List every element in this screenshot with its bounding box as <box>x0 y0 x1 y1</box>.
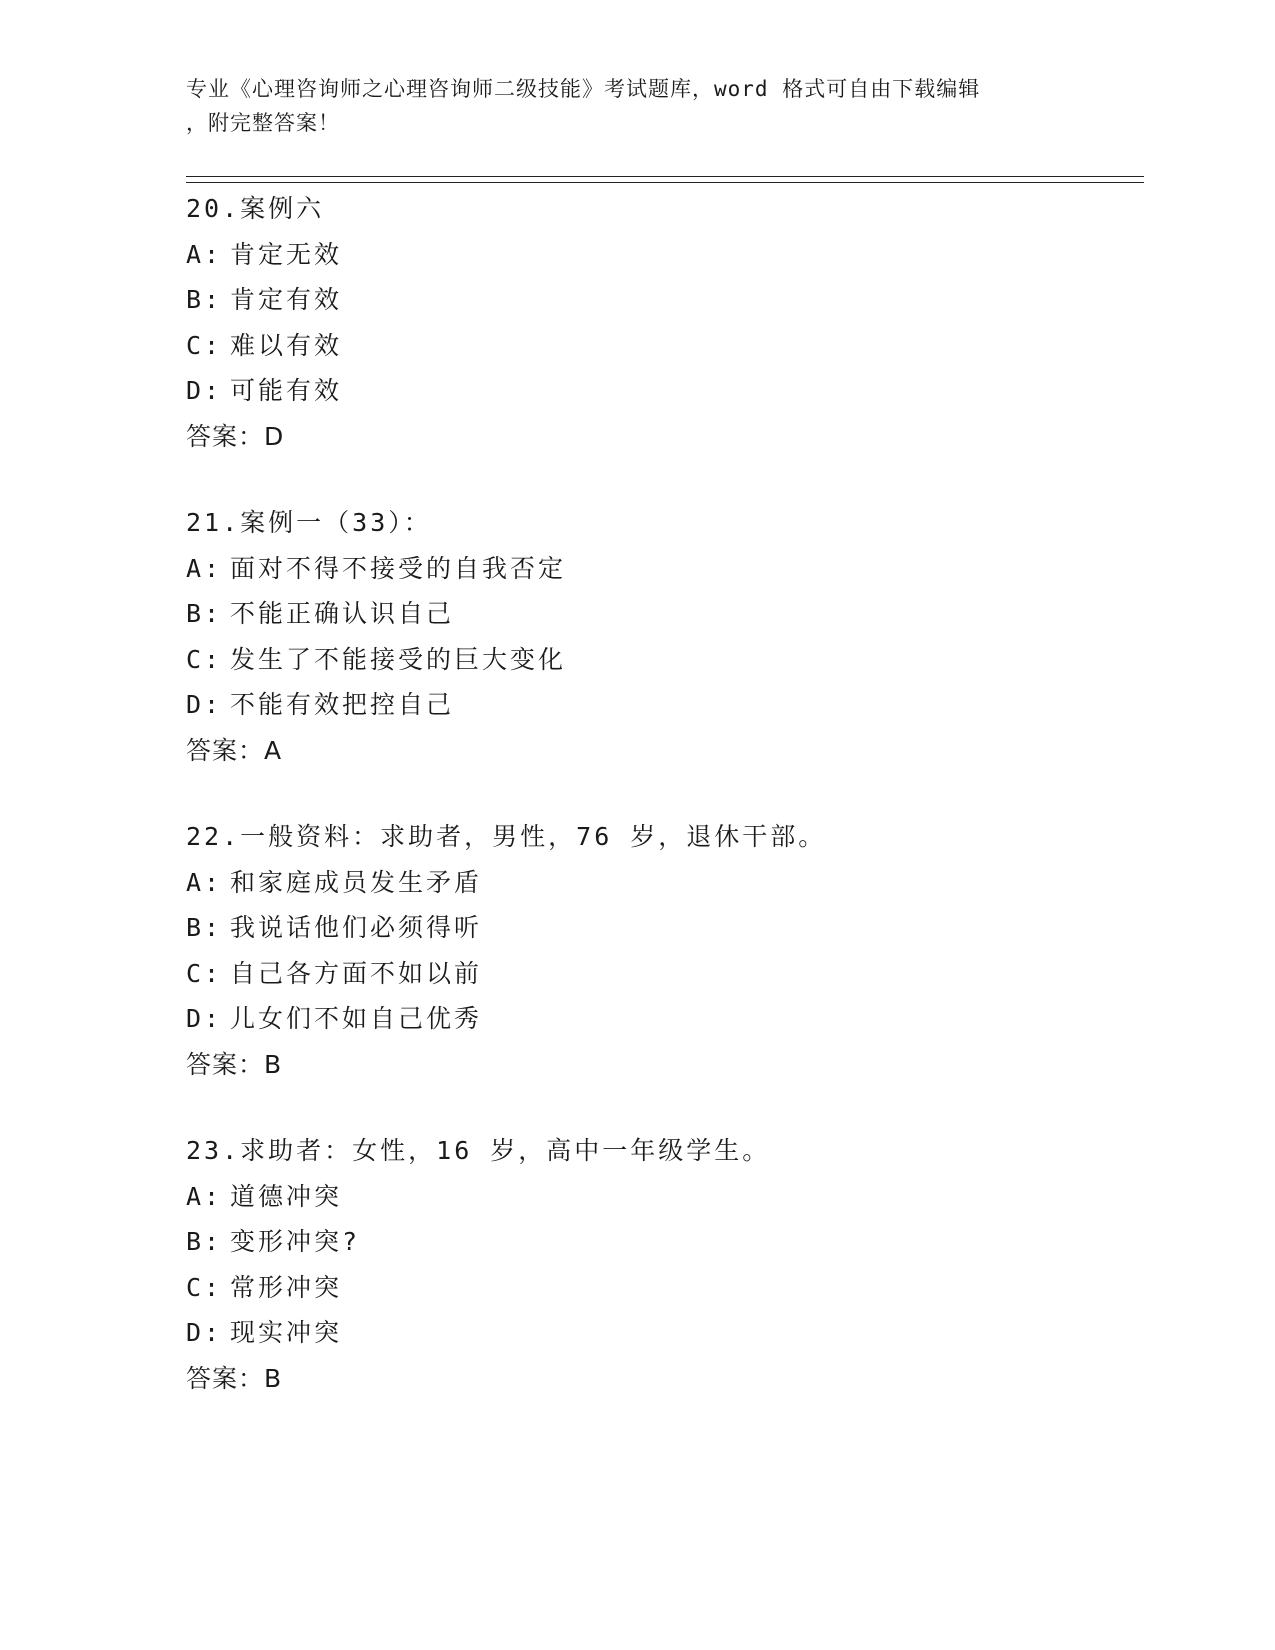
option-text: 不能正确认识自己 <box>230 599 455 628</box>
option-c <box>186 637 1136 683</box>
option-label: C: <box>186 330 223 360</box>
option-d <box>186 368 1136 414</box>
option-text: 儿女们不如自己优秀 <box>230 1004 483 1033</box>
header-divider-top <box>186 176 1144 177</box>
option-text: 和家庭成员发生矛盾 <box>230 867 483 897</box>
option-text: 难以有效 <box>230 330 343 360</box>
option-b <box>186 277 1136 323</box>
option-label: D: <box>186 690 223 719</box>
option-text: 自己各方面不如以前 <box>230 958 483 988</box>
question-stem: 23.求助者：女性，16 岁，高中一年级学生。 <box>186 1136 771 1165</box>
option-label: B: <box>186 1227 223 1256</box>
option-label: D: <box>186 1004 223 1033</box>
option-d <box>186 1310 1136 1356</box>
option-text: 肯定无效 <box>230 239 343 269</box>
answer: 答案：A <box>186 735 283 765</box>
option-b <box>186 905 1136 951</box>
option-b <box>186 591 1136 637</box>
document-header <box>186 72 1086 140</box>
option-text: 发生了不能接受的巨大变化 <box>230 644 567 674</box>
option-a <box>186 232 1136 278</box>
option-d <box>186 996 1136 1042</box>
question-stem: 21.案例一（33）： <box>186 508 432 537</box>
option-text: 肯定有效 <box>230 285 343 314</box>
option-b <box>186 1219 1136 1265</box>
question-list <box>186 186 1136 1442</box>
answer: 答案：B <box>186 1363 283 1393</box>
option-label: C: <box>186 644 223 674</box>
option-c <box>186 951 1136 997</box>
option-text: 面对不得不接受的自我否定 <box>230 553 567 583</box>
option-text: 不能有效把控自己 <box>230 690 455 719</box>
question-stem: 22.一般资料：求助者，男性，76 岁，退休干部。 <box>186 822 827 851</box>
option-text: 我说话他们必须得听 <box>230 913 483 942</box>
option-a <box>186 1174 1136 1220</box>
question-22 <box>186 814 1136 1087</box>
header-divider-bottom <box>186 182 1144 183</box>
option-c <box>186 323 1136 369</box>
option-label: B: <box>186 599 223 628</box>
option-d <box>186 682 1136 728</box>
option-label: A: <box>186 553 223 583</box>
question-21 <box>186 500 1136 773</box>
option-c <box>186 1265 1136 1311</box>
header-line-2: ，附完整答案！ <box>186 111 340 135</box>
option-a <box>186 860 1136 906</box>
header-line-1: 专业《心理咨询师之心理咨询师二级技能》考试题库，word 格式可自由下载编辑 <box>186 77 981 101</box>
option-label: A: <box>186 867 223 897</box>
option-label: B: <box>186 285 223 314</box>
question-stem: 20.案例六 <box>186 194 325 223</box>
option-a <box>186 546 1136 592</box>
question-20 <box>186 186 1136 459</box>
option-text: 现实冲突 <box>230 1318 343 1347</box>
option-label: A: <box>186 239 223 269</box>
option-label: B: <box>186 913 223 942</box>
answer: 答案：B <box>186 1049 283 1079</box>
option-text: 可能有效 <box>230 376 343 405</box>
question-23 <box>186 1128 1136 1401</box>
option-text: 常形冲突 <box>230 1272 343 1302</box>
option-label: C: <box>186 958 223 988</box>
option-text: 变形冲突? <box>230 1227 361 1256</box>
option-label: C: <box>186 1272 223 1302</box>
option-label: D: <box>186 1318 223 1347</box>
option-label: D: <box>186 376 223 405</box>
option-text: 道德冲突 <box>230 1181 343 1211</box>
answer: 答案：D <box>186 421 285 451</box>
option-label: A: <box>186 1181 223 1211</box>
